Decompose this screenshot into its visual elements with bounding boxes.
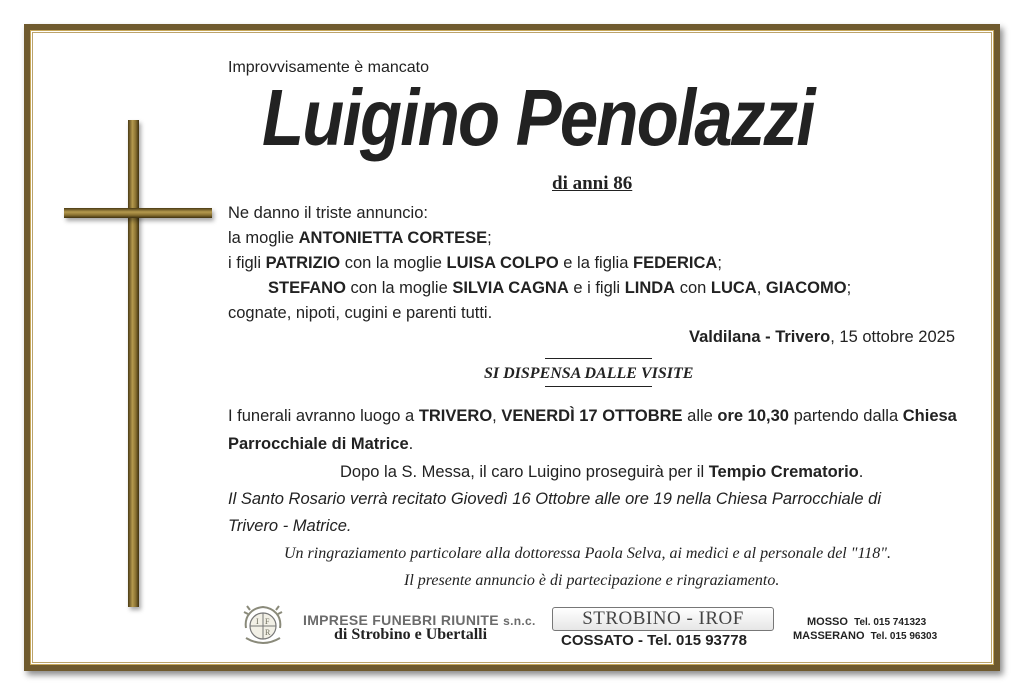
funeral-line-1: I funerali avranno luogo a TRIVERO, VENERDÌ 17 OTTOBRE alle ore 10,30 partendo dalla Chiesa: [228, 407, 957, 425]
logo-letter-i: I: [256, 617, 259, 626]
participation-note: Il presente annuncio è di partecipazione e ringraziamento.: [404, 572, 780, 589]
age-text: di anni 86: [552, 173, 633, 194]
deceased-name: Luigino Penolazzi: [262, 73, 814, 162]
funeral-line-2: Parrocchiale di Matrice.: [228, 435, 414, 453]
thanks-text: Un ringraziamento particolare alla dottoressa Paola Selva, ai medici e al personale del "118".: [284, 545, 891, 562]
dispensa-rule-bottom: [545, 386, 652, 387]
dispensa-text: SI DISPENSA DALLE VISITE: [484, 365, 694, 382]
place-date: Valdilana - Trivero, 15 ottobre 2025: [689, 328, 955, 346]
cossato-phone: COSSATO - Tel. 015 93778: [561, 632, 747, 649]
dispensa-rule-top: [545, 358, 652, 359]
intro-text: Improvvisamente è mancato: [228, 59, 429, 76]
mosso-contact: MOSSO Tel. 015 741323: [807, 616, 927, 628]
logo-letter-f: F: [265, 617, 270, 626]
strobino-irof-box: STROBINO - IROF: [552, 607, 774, 631]
cross-icon-vertical: [128, 120, 139, 607]
funeral-line-3: Dopo la S. Messa, il caro Luigino proseguirà per il Tempio Crematorio.: [340, 463, 864, 481]
rosary-line-2: Trivero - Matrice.: [228, 517, 352, 535]
imprese-name: IMPRESE FUNEBRI RIUNITE s.n.c.: [303, 612, 536, 628]
announce-line-3: i figli PATRIZIO con la moglie LUISA COLPO e la figlia FEDERICA;: [228, 254, 722, 272]
strobino-ubertalli: di Strobino e Ubertalli: [334, 626, 488, 643]
announce-line-5: cognate, nipoti, cugini e parenti tutti.: [228, 304, 493, 322]
cross-icon-horizontal: [64, 208, 212, 218]
logo-letter-r: R: [265, 628, 271, 637]
ifr-logo-icon: [240, 604, 286, 646]
announce-line-4: STEFANO con la moglie SILVIA CAGNA e i figli LINDA con LUCA, GIACOMO;: [268, 279, 852, 297]
announce-line-1: Ne danno il triste annuncio:: [228, 204, 428, 222]
rosary-line-1: Il Santo Rosario verrà recitato Giovedì 16 Ottobre alle ore 19 nella Chiesa Parrocchiale di: [228, 490, 882, 508]
announce-line-2: la moglie ANTONIETTA CORTESE;: [228, 229, 492, 247]
masserano-contact: MASSERANO Tel. 015 96303: [793, 630, 938, 642]
